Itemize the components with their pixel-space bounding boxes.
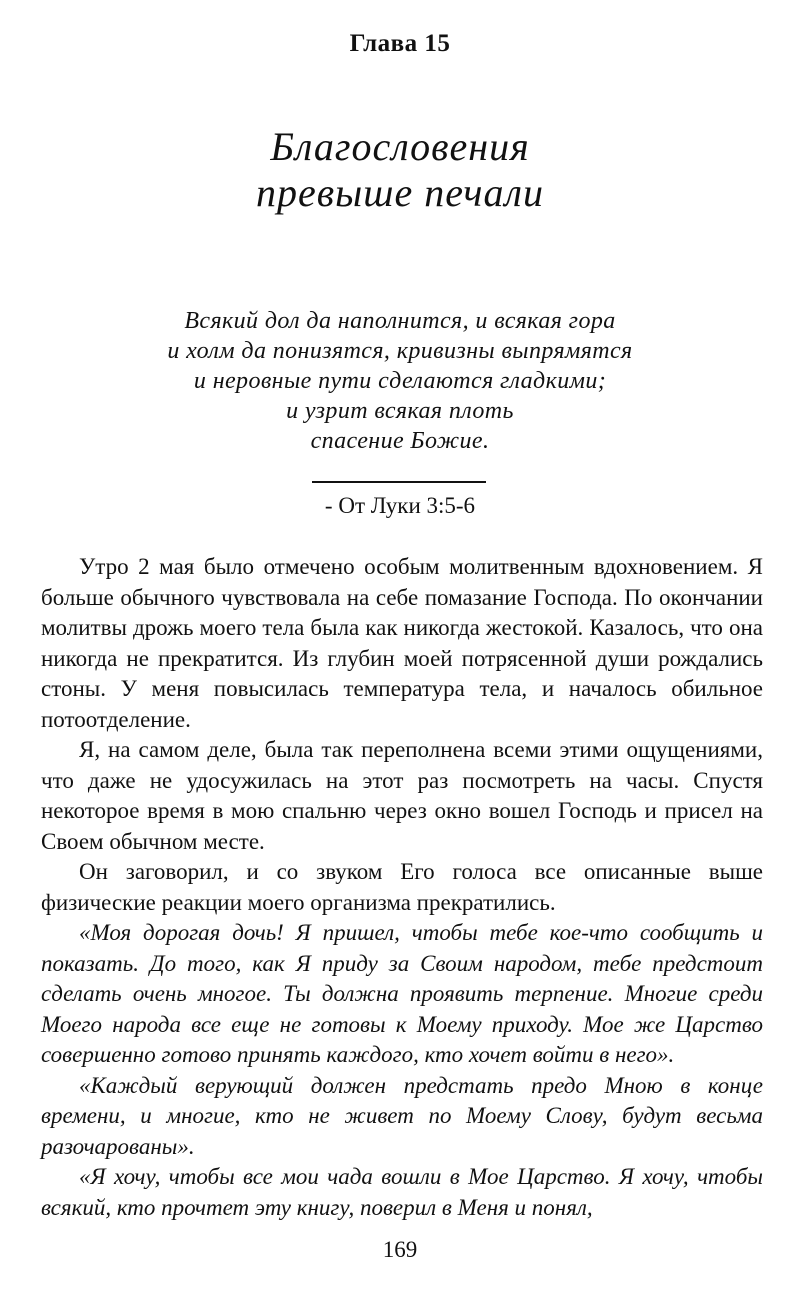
epigraph-line: и холм да понизятся, кривизны выпрямятся (167, 338, 633, 364)
body-paragraph: Он заговорил, и со звуком Его голоса все описанные выше физические реакции моего организма прекратились. (41, 859, 763, 915)
chapter-number: Глава 15 (349, 30, 451, 57)
epigraph-line: и неровные пути сделаются гладкими; (193, 368, 607, 394)
epigraph-line: спасение Божие. (310, 428, 490, 454)
chapter-title-line: Благословения (270, 124, 530, 169)
body-paragraph: Утро 2 мая было отмечено особым молитвенным вдохновением. Я больше обычного чувствовала на себе помазание Господа. По окончании молитвы дрожь моего тела была как никогда жестокой. Казалось, что она никогда не прекратится. Из глубин моей потрясенной души рождались стоны. У меня повысилась температура тела, и началось обильное потоотделение. (41, 554, 763, 732)
epigraph-line: Всякий дол да наполнится, и всякая гора (184, 308, 616, 334)
quote-paragraph: «Моя дорогая дочь! Я пришел, чтобы тебе кое-что сообщить и показать. До того, как Я приду за Своим народом, тебе предстоит сделать очень многое. Ты должна проявить терпение. Многие среди Моего народа все еще не готовы к Моему приходу. Мое же Царство совершенно готово принять каждого, кто хочет войти в него». (41, 920, 763, 1067)
quote-paragraph: «Я хочу, чтобы все мои чада вошли в Мое Царство. Я хочу, чтобы всякий, кто прочтет эту книгу, поверил в Меня и понял, (41, 1164, 763, 1220)
body-text (41, 552, 763, 1223)
page-number: 169 (382, 1237, 418, 1262)
epigraph (0, 306, 800, 456)
epigraph-line: и узрит всякая плоть (286, 398, 514, 424)
epigraph-divider (312, 481, 486, 483)
body-paragraph: Я, на самом деле, была так переполнена всеми этими ощущениями, что даже не удосужилась на этот раз посмотреть на часы. Спустя некоторое время в мою спальню через окно вошел Господь и присел на Своем обычном месте. (41, 737, 763, 854)
chapter-title (0, 124, 800, 216)
epigraph-source: - От Луки 3:5-6 (324, 493, 476, 518)
quote-paragraph: «Каждый верующий должен предстать предо Мною в конце времени, и многие, кто не живет по Моему Слову, будут весьма разочарованы». (41, 1072, 763, 1159)
chapter-title-line: превыше печали (256, 170, 544, 215)
